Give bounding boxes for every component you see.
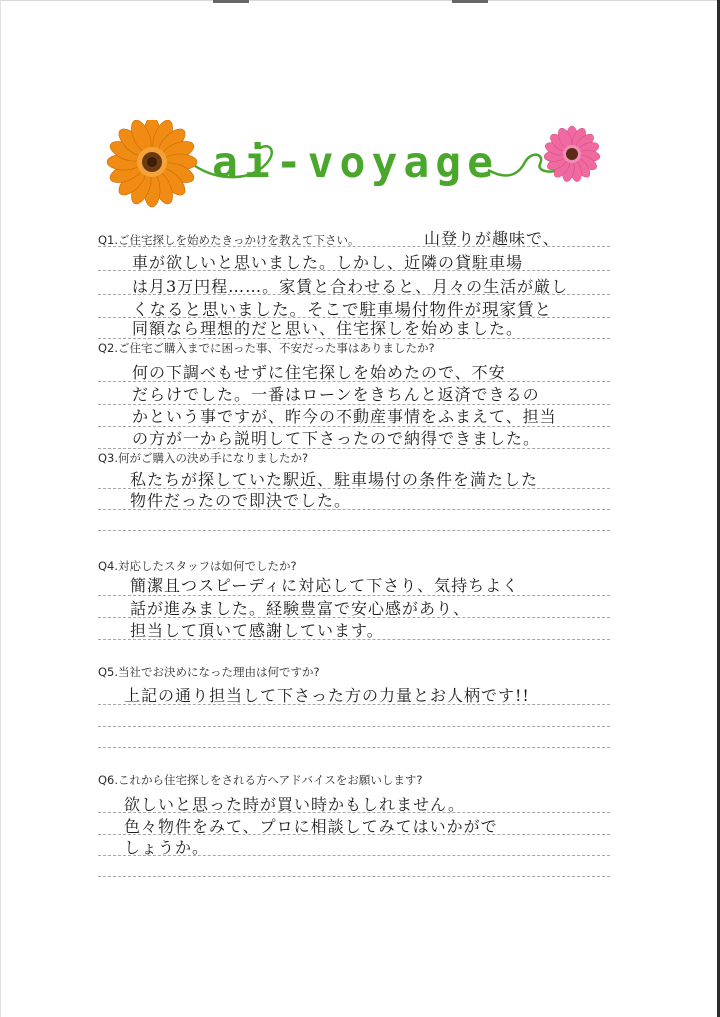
question-5-label: Q5.当社でお決めになった理由は何ですか? [98,665,320,679]
ruled-line [98,294,610,295]
ruled-line [98,855,610,856]
answer-2-line-4: の方が一から説明して下さったので納得できました。 [132,429,541,448]
ruled-line [98,530,610,531]
answer-2-line-3: かという事ですが、昨今の不動産事情をふまえて、担当 [132,407,557,426]
answer-1-line-5: 同額なら理想的だと思い、住宅探しを始めました。 [132,319,524,338]
answer-6-line-2: 色々物件をみて、プロに相談してみてはいかがで [124,817,498,836]
ruled-line [98,270,610,271]
ruled-line [98,876,610,877]
ruled-line [98,639,610,640]
scan-mark-right [452,0,488,3]
ruled-line [98,448,610,449]
question-2-label: Q2.ご住宅ご購入までに困った事、不安だった事はありましたか? [98,341,435,355]
answer-5-line-1: 上記の通り担当して下さった方の力量とお人柄です!! [124,686,530,705]
scan-mark-left [213,0,249,3]
logo-text: ai-voyage [212,138,499,188]
question-3-label: Q3.何がご購入の決め手になりましたか? [98,451,309,465]
answer-4-line-3: 担当して頂いて感謝しています。 [130,621,384,640]
pink-flower-icon [544,126,601,183]
answer-4-line-2: 話が進みました。経験豊富で安心感があり、 [130,599,471,618]
answer-6-line-1: 欲しいと思った時が買い時かもしれません。 [124,795,465,814]
answer-3-line-2: 物件だったので即決でした。 [130,491,352,510]
ruled-line [98,726,610,727]
answer-2-line-1: 何の下調べもせずに住宅探しを始めたので、不安 [132,363,506,382]
ruled-line [98,509,610,510]
answer-1-line-3: は月3万円程……。家賃と合わせると、月々の生活が厳し [132,277,569,296]
question-6-label: Q6.これから住宅探しをされる方へアドバイスをお願いします? [98,773,423,787]
answer-4-line-1: 簡潔且つスピーディに対応して下さり、気持ちよく [130,576,520,595]
question-1-label: Q1.ご住宅探しを始めたきっかけを教えて下さい。 [98,233,360,247]
ruled-line [98,704,610,705]
page-top-edge [0,0,720,1]
ruled-line [98,246,610,247]
ruled-line [98,338,610,339]
answer-1-line-2: 車が欲しいと思いました。しかし、近隣の貸駐車場 [132,253,524,272]
question-4-label: Q4.対応したスタッフは如何でしたか? [98,559,297,573]
answer-1-line-1: 山登りが趣味で、 [424,229,560,248]
ruled-line [98,812,610,813]
answer-3-line-1: 私たちが探していた駅近、駐車場付の条件を満たした [130,470,539,489]
ruled-line [98,747,610,748]
answer-6-line-3: しょうか。 [124,838,210,857]
page-left-edge [0,0,1,1017]
answer-2-line-2: だらけでした。一番はローンをきちんと返済できるの [132,385,540,404]
answer-1-line-4: くなると思いました。そこで駐車場付物件が現家賃と [132,300,552,319]
orange-flower-icon [107,120,197,207]
